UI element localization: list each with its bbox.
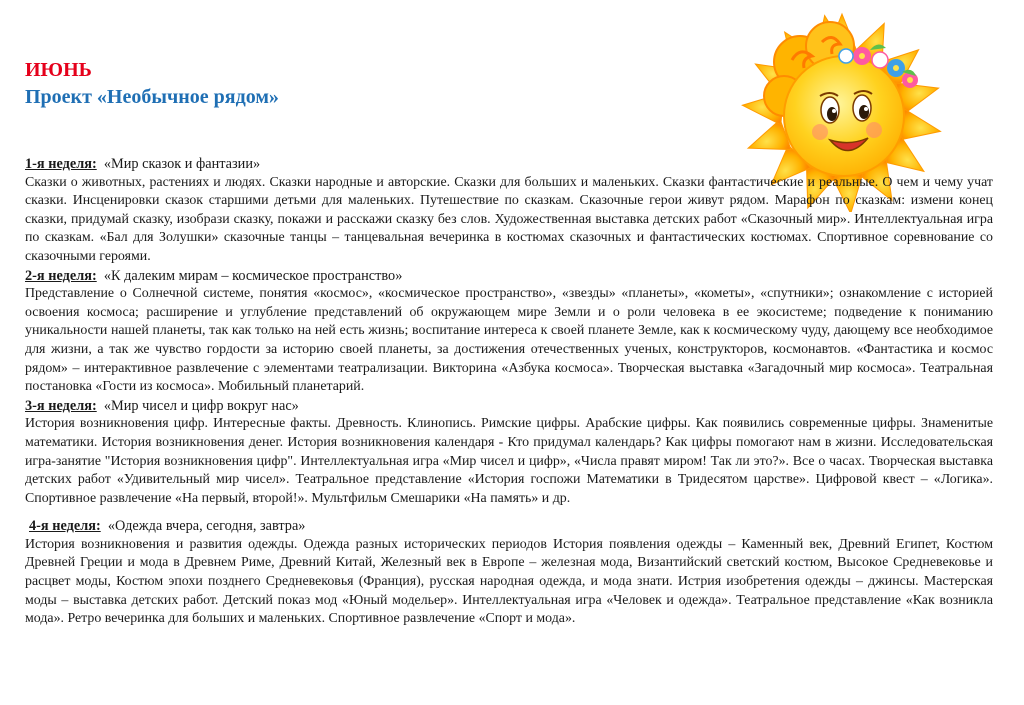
week-3-heading xyxy=(25,397,993,416)
week-3-description: История возникновения цифр. Интересные факты. Древность. Клинопись. Римские цифры. Арабские цифры. Как появились современные цифры. Знаменитые математики. История возникновения денег. История возникновения календаря - Кто придумал календарь? Как цифры помогают нам в жизни. Исследовательская игра-занятие "История возникновения цифр". Интеллектуальная игра «Мир чисел и цифр», «Числа правят миром! Так ли это?». Все о часах. Творческая выставка детских работ «Удивительный мир чисел». Театральное представление «История госпожи Математики в Тридесятом царстве». Цифровой квест – «Логика». Спортивное развлечение «На первый, второй!». Мультфильм Смешарики «На память» и др. xyxy=(25,416,993,506)
left-cheek xyxy=(812,124,828,140)
week-4-theme: «Одежда вчера, сегодня, завтра» xyxy=(107,518,306,535)
week-3-section xyxy=(25,397,993,509)
week-2-heading xyxy=(25,267,993,286)
week-1-heading xyxy=(25,155,993,174)
week-4-heading xyxy=(25,517,993,536)
right-cheek xyxy=(866,122,882,138)
week-2-description: Представление о Солнечной системе, понятия «космос», «космическое пространство», «звезды» «планеты», «кометы», «спутники»; ознакомление с историей освоения космоса; расширение и углубление представлений об окружающем мире Земли и о роли человека в ее экосистеме; подведение к пониманию уникальности нашей планеты, так как только на ней есть жизнь; воспитание интереса к своей планете Земле, как к космическому чуду, дающему все необходимое для жизни, а так же чувство гордости за историю своей планеты, за достижения отечественных ученых, конструкторов, космонавтов. «Фантастика и космос рядом» – интерактивное развлечение с элементами театрализации. Викторина «Азбука космоса». Творческая выставка «Загадочный мир космоса». Театральная постановка «Гости из космоса». Мобильный планетарий. xyxy=(25,286,993,395)
week-3-label: 3-я неделя: xyxy=(25,397,97,414)
month-title: ИЮНЬ xyxy=(25,59,92,81)
weekly-plan xyxy=(25,155,993,629)
week-4-section xyxy=(25,517,993,629)
week-2-label: 2-я неделя: xyxy=(25,267,97,284)
week-1-description: Сказки о животных, растениях и людях. Сказки народные и авторские. Сказки для больших и маленьких. Сказки фантастические и реальные. О чем и чему учат сказки. Инсценировки сказок старшими детьми для маленьких. Путешествие по сказкам. Сказочные герои живут рядом. Марафон по сказкам: измени конец сказки, придумай сказку, изобрази сказку, покажи и расскажи сказку без слов. Художественная выставка детских работ «Сказочный мир». Интеллектуальная игра по сказкам. «Бал для Золушки» сказочные танцы – танцевальная вечеринка в костюмах сказочных и фантастических костюмах. Спортивное соревнование со сказочными героями. xyxy=(25,174,993,264)
week-4-label: 4-я неделя: xyxy=(29,518,101,535)
week-1-theme: «Мир сказок и фантазии» xyxy=(103,156,261,172)
project-title: Проект «Необычное рядом» xyxy=(25,86,279,108)
week-2-theme: «К далеким мирам – космическое пространство» xyxy=(103,267,403,284)
week-1-label: 1-я неделя: xyxy=(25,156,97,172)
week-2-section xyxy=(25,267,993,397)
week-4-description: История возникновения и развития одежды. Одежда разных исторических периодов История появления одежды – Каменный век, Древний Египет, Костюм Древней Греции и мода в Древнем Риме, Древний Китай, Железный век в Европе – железная мода, Византийский светский костюм, Высокое Средневековье и расцвет моды, Костюм эпохи позднего Средневековья (Франция), русская народная одежда, и мода знати. Истрия изобретения одежды – джинсы. Мастерская моды – выставка детских работ. Детский показ мод «Юный модельер». Интеллектуальная игра «Человек и одежда». Театральное представление «Как возникла мода». Ретро вечеринка для больших и маленьких. Спортивное развлечение «Спорт и мода». xyxy=(25,536,993,627)
week-1-section xyxy=(25,155,993,267)
week-3-theme: «Мир чисел и цифр вокруг нас» xyxy=(103,397,299,414)
